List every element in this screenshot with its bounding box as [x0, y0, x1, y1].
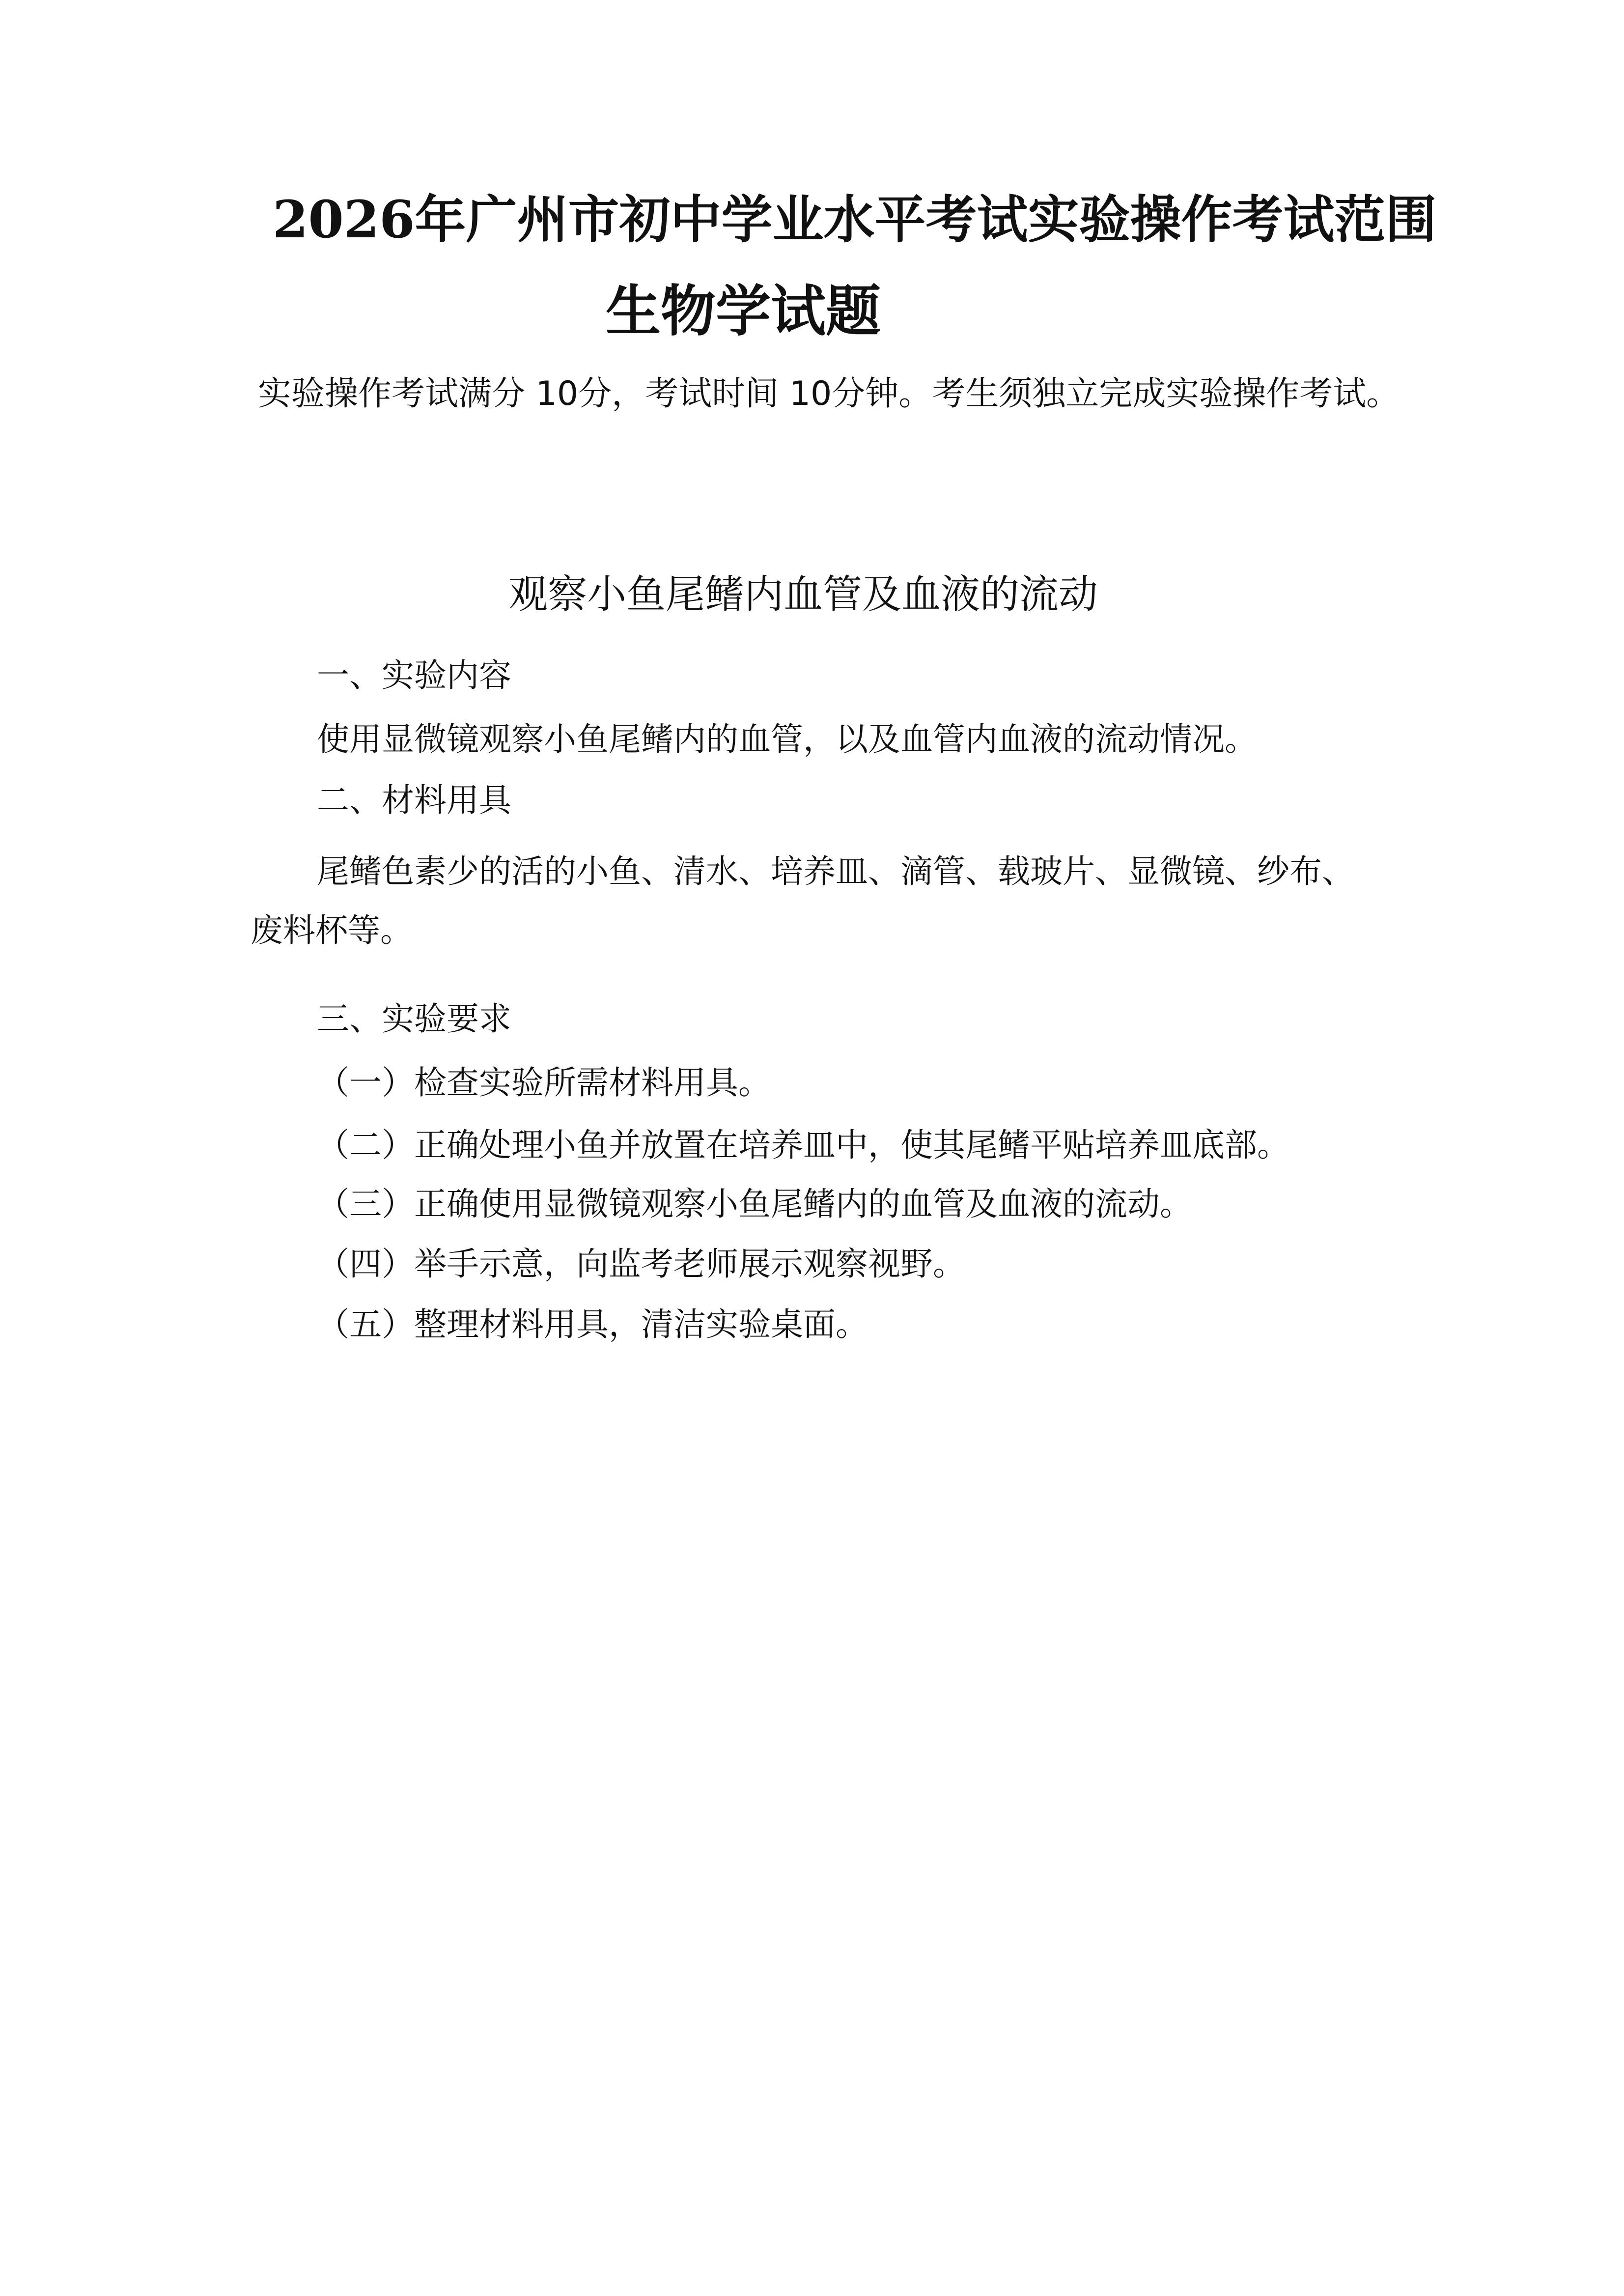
- section-heading-requirements: 三、实验要求: [317, 1000, 511, 1038]
- section-heading-materials: 二、材料用具: [317, 781, 511, 819]
- materials-line-2: 废料杯等。: [251, 911, 413, 949]
- requirement-item-4: （四）举手示意，向监考老师展示观察视野。: [317, 1245, 965, 1283]
- experiment-title: 观察小鱼尾鳍内血管及血液的流动: [508, 571, 1098, 617]
- subject-title: 生物学试题: [606, 280, 881, 343]
- requirement-item-5: （五）整理材料用具，清洁实验桌面。: [317, 1305, 868, 1343]
- document-title: 2026年广州市初中学业水平考试实验操作考试范围: [273, 189, 1437, 250]
- section-heading-content: 一、实验内容: [317, 656, 511, 694]
- requirement-item-3: （三）正确使用显微镜观察小鱼尾鳍内的血管及血液的流动。: [317, 1185, 1192, 1223]
- requirement-item-2: （二）正确处理小鱼并放置在培养皿中，使其尾鳍平贴培养皿底部。: [317, 1126, 1289, 1164]
- content-line: 使用显微镜观察小鱼尾鳍内的血管，以及血管内血液的流动情况。: [317, 720, 1257, 758]
- exam-note: 实验操作考试满分 10分，考试时间 10分钟。考生须独立完成实验操作考试。: [258, 374, 1400, 413]
- materials-line-1: 尾鳍色素少的活的小鱼、清水、培养皿、滴管、载玻片、显微镜、纱布、: [317, 852, 1354, 890]
- requirement-item-1: （一）检查实验所需材料用具。: [317, 1064, 771, 1102]
